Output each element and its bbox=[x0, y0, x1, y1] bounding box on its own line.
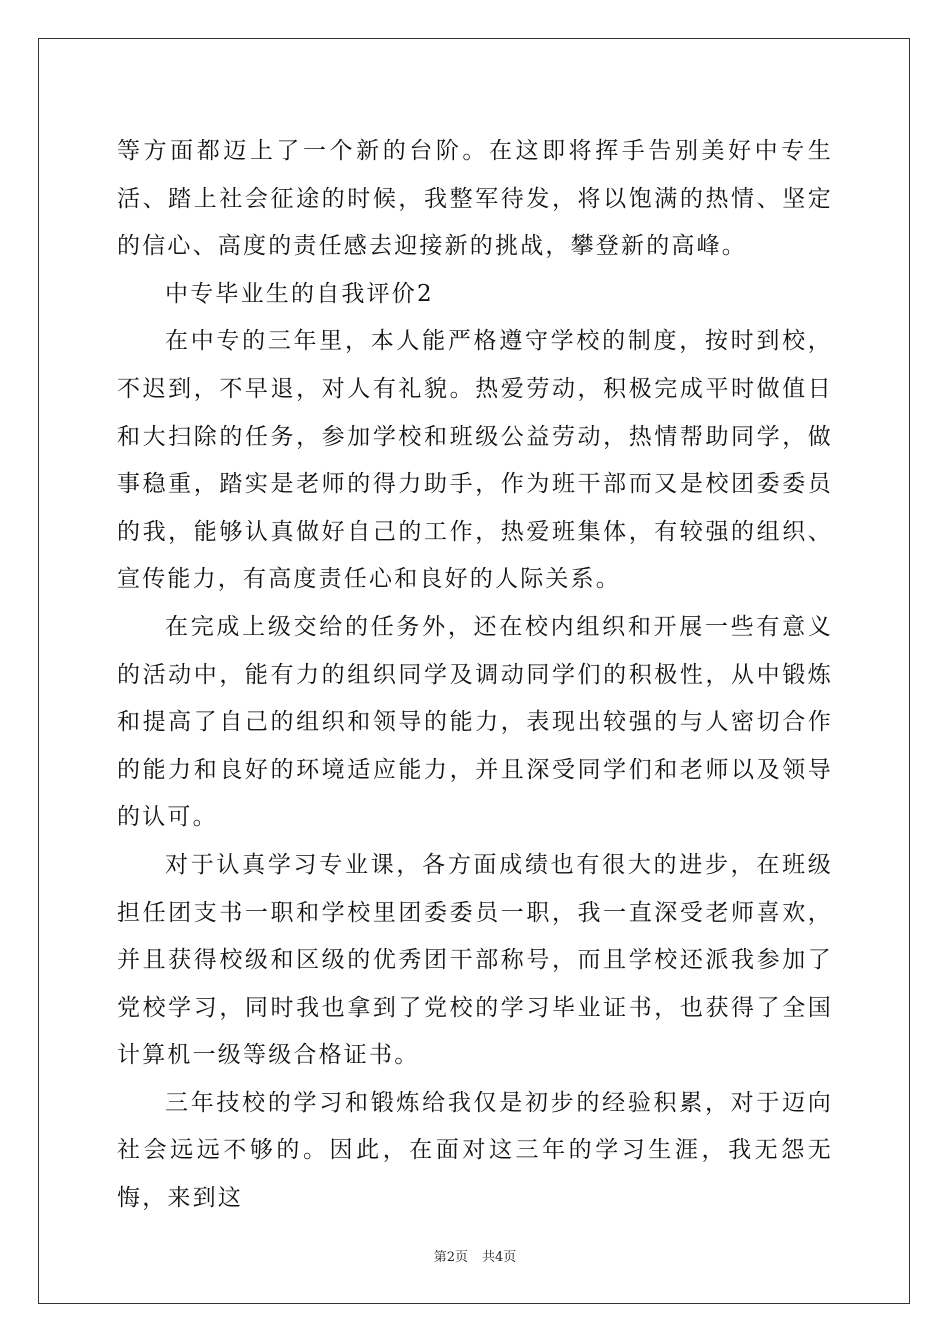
page-total: 共4页 bbox=[482, 1250, 517, 1265]
paragraph-5: 三年技校的学习和锻炼给我仅是初步的经验积累，对于迈向社会远远不够的。因此，在面对这三年的学习生涯，我无怨无悔，来到这 bbox=[117, 1089, 833, 1212]
paragraph-1: 等方面都迈上了一个新的台阶。在这即将挥手告别美好中专生活、踏上社会征途的时候，我整军待发，将以饱满的热情、坚定的信心、高度的责任感去迎接新的挑战，攀登新的高峰。 bbox=[117, 138, 833, 260]
document-body bbox=[117, 128, 833, 1223]
paragraph-2: 在中专的三年里，本人能严格遵守学校的制度，按时到校，不迟到，不早退，对人有礼貌。热爱劳动，积极完成平时做值日和大扫除的任务，参加学校和班级公益劳动，热情帮助同学，做事稳重，踏实是老师的得力助手，作为班干部而又是校团委委员的我，能够认真做好自己的工作，热爱班集体，有较强的组织、宣传能力，有高度责任心和良好的人际关系。 bbox=[117, 328, 833, 593]
paragraph-3: 在完成上级交给的任务外，还在校内组织和开展一些有意义的活动中，能有力的组织同学及调动同学们的积极性，从中锻炼和提高了自己的组织和领导的能力，表现出较强的与人密切合作的能力和良好的环境适应能力，并且深受同学们和老师以及领导的认可。 bbox=[117, 613, 833, 831]
section-heading: 中专毕业生的自我评价2 bbox=[165, 280, 434, 307]
page-number: 第2页 bbox=[433, 1250, 468, 1265]
page-footer bbox=[0, 1246, 950, 1265]
paragraph-4: 对于认真学习专业课，各方面成绩也有很大的进步，在班级担任团支书一职和学校里团委委员一职，我一直深受老师喜欢，并且获得校级和区级的优秀团干部称号，而且学校还派我参加了党校学习，同时我也拿到了党校的学习毕业证书，也获得了全国计算机一级等级合格证书。 bbox=[117, 851, 833, 1069]
